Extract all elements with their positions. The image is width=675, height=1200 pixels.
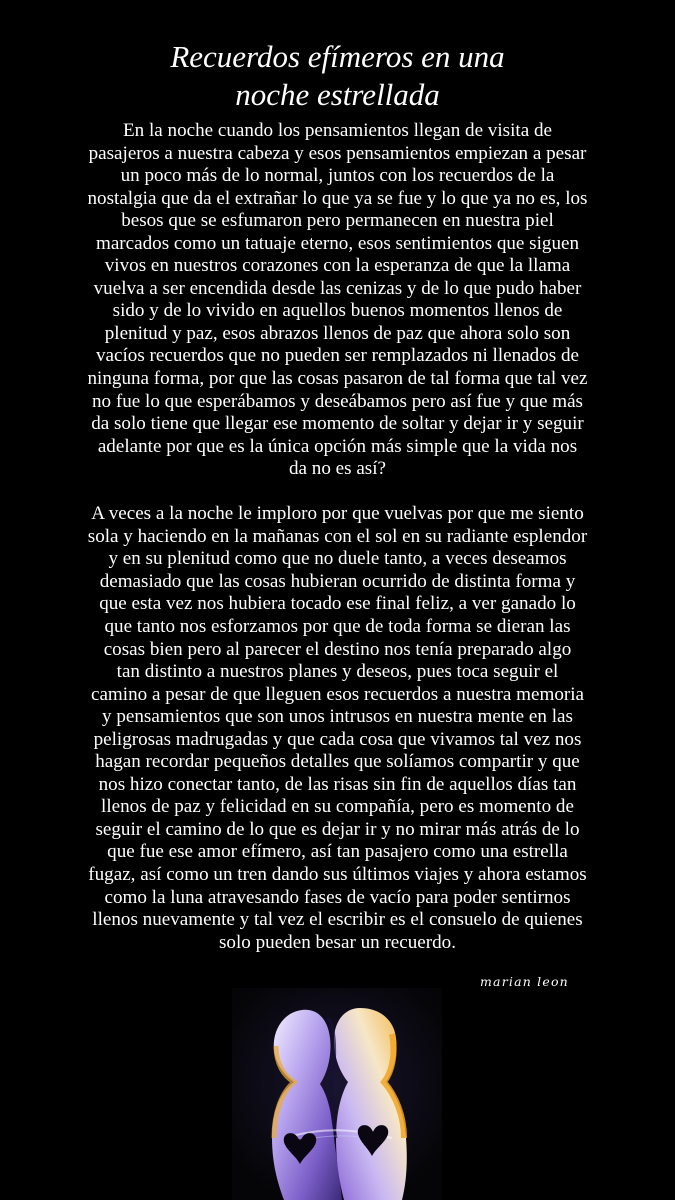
paragraph-line: plenitud y paz, esos abrazos llenos de paz que ahora solo son bbox=[104, 322, 571, 344]
paragraph-line: como la luna atravesando fases de vacío para poder sentirnos bbox=[104, 886, 571, 908]
paragraph-line: cosas bien pero al parecer el destino nos tenía preparado algo bbox=[103, 638, 572, 660]
paragraph-line: hagan recordar pequeños detalles que solíamos compartir y que bbox=[95, 751, 580, 773]
paragraph-line: que tanto nos esforzamos por que de toda forma se dieran las bbox=[104, 615, 571, 637]
paragraph-line: sola y haciendo en la mañanas con el sol en su radiante esplendor bbox=[87, 525, 588, 547]
paragraph-line: demasiado que las cosas hubieran ocurrido de distinta forma y bbox=[99, 570, 576, 592]
paragraph-line: nos hizo conectar tanto, de las risas sin fin de aquellos días tan bbox=[98, 773, 577, 795]
paragraph-line: que fue ese amor efímero, así tan pasajero como una estrella bbox=[107, 841, 568, 863]
paragraph-line: camino a pesar de que lleguen esos recuerdos a nuestra memoria bbox=[90, 683, 585, 705]
paragraph-line: nostalgia que da el extrañar lo que ya se fue y lo que ya no es, los bbox=[87, 187, 588, 209]
paragraph-line: y pensamientos que son unos intrusos en nuestra mente en las bbox=[102, 706, 573, 728]
author-signature: marian leon bbox=[480, 974, 569, 989]
paragraph-line: En la noche cuando los pensamientos llegan de visita de bbox=[123, 120, 552, 141]
paragraph-line: llenos de paz y felicidad en su compañía, pero es momento de bbox=[101, 796, 574, 818]
paragraph-line: da no es así? bbox=[288, 458, 387, 480]
paragraph bbox=[60, 120, 615, 481]
couple-painting-image bbox=[232, 988, 442, 1200]
paragraph-line: fugaz, así como un tren dando sus últimos viajes y ahora estamos bbox=[88, 864, 587, 885]
paragraph-line: besos que se esfumaron pero permanecen en nuestra piel bbox=[121, 210, 554, 232]
paragraph-line: marcados como un tatuaje eterno, esos sentimientos que siguen bbox=[95, 232, 580, 254]
paragraph-line: seguir el camino de lo que es dejar ir y no mirar más atrás de lo bbox=[95, 818, 580, 840]
story-body bbox=[60, 120, 615, 954]
story-title bbox=[0, 38, 675, 114]
paragraph-line: vivos en nuestros corazones con la esperanza de que la llama bbox=[104, 255, 571, 277]
paragraph-line: vacíos recuerdos que no pueden ser remplazados ni llenados de bbox=[95, 345, 579, 367]
paragraph-line: y en su plenitud como que no duele tanto, a veces deseamos bbox=[108, 548, 567, 570]
paragraph-line: que esta vez nos hubiera tocado ese final feliz, a ver ganado lo bbox=[99, 593, 576, 615]
paragraph-line: no fue lo que esperábamos y deseábamos pero así fue y que más bbox=[92, 390, 583, 412]
paragraph-line: pasajeros a nuestra cabeza y esos pensamientos empiezan a pesar bbox=[88, 142, 587, 164]
paragraph-line: un poco más de lo normal, juntos con los recuerdos de la bbox=[120, 165, 555, 187]
paragraph-line: tan distinto a nuestros planes y deseos, pues toca seguir el bbox=[116, 661, 559, 683]
paragraph-line: da solo tiene que llegar ese momento de soltar y dejar ir y seguir bbox=[91, 413, 584, 435]
paragraph-line: sido y de lo vivido en aquellos buenos momentos llenos de bbox=[112, 300, 563, 322]
story-title-line-1: Recuerdos efímeros en una bbox=[170, 39, 505, 74]
paragraph-line: adelante por que es la única opción más simple que la vida nos bbox=[97, 435, 578, 457]
paragraph-line: llenos nuevamente y tal vez el escribir es el consuelo de quienes bbox=[92, 909, 583, 931]
paragraph-line: A veces a la noche le imploro por que vuelvas por que me siento bbox=[91, 503, 584, 525]
paragraph-line: vuelva a ser encendida desde las cenizas y de lo que pudo haber bbox=[93, 277, 582, 299]
paragraph-line: solo pueden besar un recuerdo. bbox=[219, 931, 456, 953]
paragraph bbox=[60, 503, 615, 954]
paragraph-line: peligrosas madrugadas y que cada cosa que vivamos tal vez nos bbox=[93, 728, 582, 750]
paragraph-line: ninguna forma, por que las cosas pasaron de tal forma que tal vez bbox=[87, 368, 588, 390]
story-title-line-2: noche estrellada bbox=[235, 77, 440, 112]
